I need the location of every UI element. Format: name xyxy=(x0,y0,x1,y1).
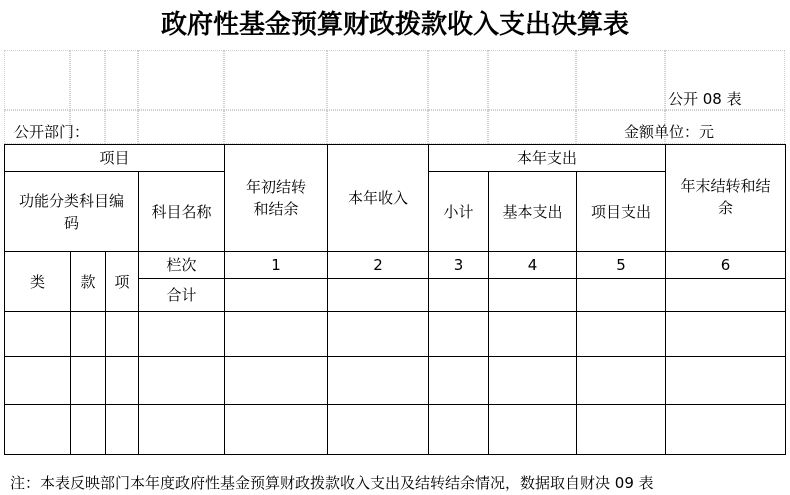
table-cell[interactable] xyxy=(577,312,666,357)
sheet-grid-cell xyxy=(138,50,224,110)
table-cell[interactable] xyxy=(71,357,106,405)
table-row xyxy=(5,357,786,405)
total-cell[interactable] xyxy=(225,279,328,312)
header-func-code xyxy=(5,172,139,252)
table-cell[interactable] xyxy=(577,405,666,455)
table-cell[interactable] xyxy=(328,405,429,455)
table-cell[interactable] xyxy=(139,357,225,405)
sheet-grid-cell xyxy=(488,110,576,144)
table-cell[interactable] xyxy=(429,312,489,357)
sheet-grid-cell xyxy=(4,50,70,110)
header-kuan: 款 xyxy=(71,252,106,312)
col-number: 5 xyxy=(577,252,666,279)
table-cell[interactable] xyxy=(489,405,577,455)
table-cell[interactable] xyxy=(666,405,786,455)
budget-table xyxy=(4,144,786,455)
total-cell[interactable] xyxy=(429,279,489,312)
sheet-grid-cell xyxy=(327,110,428,144)
sheet-grid-cell xyxy=(70,50,105,110)
header-end-balance-text: 年末结转和结余 xyxy=(680,177,771,217)
table-cell[interactable] xyxy=(106,357,139,405)
table-cell[interactable] xyxy=(489,357,577,405)
table-cell[interactable] xyxy=(429,357,489,405)
footnote: 注：本表反映部门本年度政府性基金预算财政拨款收入支出及结转结余情况，数据取自财决 09 表 xyxy=(10,474,654,492)
col-number: 6 xyxy=(666,252,786,279)
sheet-grid-cell xyxy=(488,50,576,110)
total-cell[interactable] xyxy=(328,279,429,312)
department-label: 公开部门： xyxy=(14,123,90,141)
table-cell[interactable] xyxy=(106,405,139,455)
table-cell[interactable] xyxy=(429,405,489,455)
col-order-label: 栏次 xyxy=(139,252,225,279)
table-cell[interactable] xyxy=(225,312,328,357)
table-cell[interactable] xyxy=(5,357,71,405)
table-cell[interactable] xyxy=(139,312,225,357)
table-cell[interactable] xyxy=(328,312,429,357)
header-item: 项目 xyxy=(5,145,225,172)
col-number: 2 xyxy=(328,252,429,279)
table-cell[interactable] xyxy=(71,312,106,357)
header-begin-balance-text: 年初结转和结余 xyxy=(245,178,306,218)
table-cell[interactable] xyxy=(225,405,328,455)
header-func-code-text: 功能分类科目编码 xyxy=(18,191,124,232)
header-income: 本年收入 xyxy=(328,145,429,252)
sheet-grid-cell xyxy=(105,110,138,144)
col-number: 1 xyxy=(225,252,328,279)
header-expense: 本年支出 xyxy=(429,145,666,172)
header-subtotal: 小计 xyxy=(429,172,489,252)
sheet-grid-cell xyxy=(224,50,327,110)
sheet-grid-cell xyxy=(428,50,488,110)
table-cell[interactable] xyxy=(139,405,225,455)
total-cell[interactable] xyxy=(577,279,666,312)
table-row xyxy=(5,405,786,455)
table-cell[interactable] xyxy=(5,405,71,455)
header-end-balance xyxy=(666,145,786,252)
header-begin-balance xyxy=(225,145,328,252)
table-cell[interactable] xyxy=(5,312,71,357)
header-project-exp-text: 项目支出 xyxy=(591,202,652,221)
table-cell[interactable] xyxy=(489,312,577,357)
total-label: 合计 xyxy=(139,279,225,312)
sheet-grid-cell xyxy=(105,50,138,110)
header-lei: 类 xyxy=(5,252,71,312)
table-row xyxy=(5,312,786,357)
table-cell[interactable] xyxy=(666,357,786,405)
sheet-grid-cell xyxy=(138,110,224,144)
header-subject-name-text: 科目名称 xyxy=(151,202,212,221)
sheet-grid-cell xyxy=(224,110,327,144)
total-cell[interactable] xyxy=(666,279,786,312)
form-number: 公开 08 表 xyxy=(668,90,742,108)
col-number: 4 xyxy=(489,252,577,279)
header-project-exp xyxy=(577,172,666,252)
table-cell[interactable] xyxy=(328,357,429,405)
table-cell[interactable] xyxy=(666,312,786,357)
header-subject-name xyxy=(139,172,225,252)
header-xiang: 项 xyxy=(106,252,139,312)
table-cell[interactable] xyxy=(106,312,139,357)
table-cell[interactable] xyxy=(577,357,666,405)
page-title: 政府性基金预算财政拨款收入支出决算表 xyxy=(160,10,629,40)
sheet-grid-cell xyxy=(428,110,488,144)
unit-label: 金额单位：元 xyxy=(624,123,715,141)
table-cell[interactable] xyxy=(71,405,106,455)
total-cell[interactable] xyxy=(489,279,577,312)
header-basic-exp: 基本支出 xyxy=(489,172,577,252)
table-cell[interactable] xyxy=(225,357,328,405)
sheet-grid-cell xyxy=(327,50,428,110)
col-number: 3 xyxy=(429,252,489,279)
sheet-grid-cell xyxy=(576,50,665,110)
